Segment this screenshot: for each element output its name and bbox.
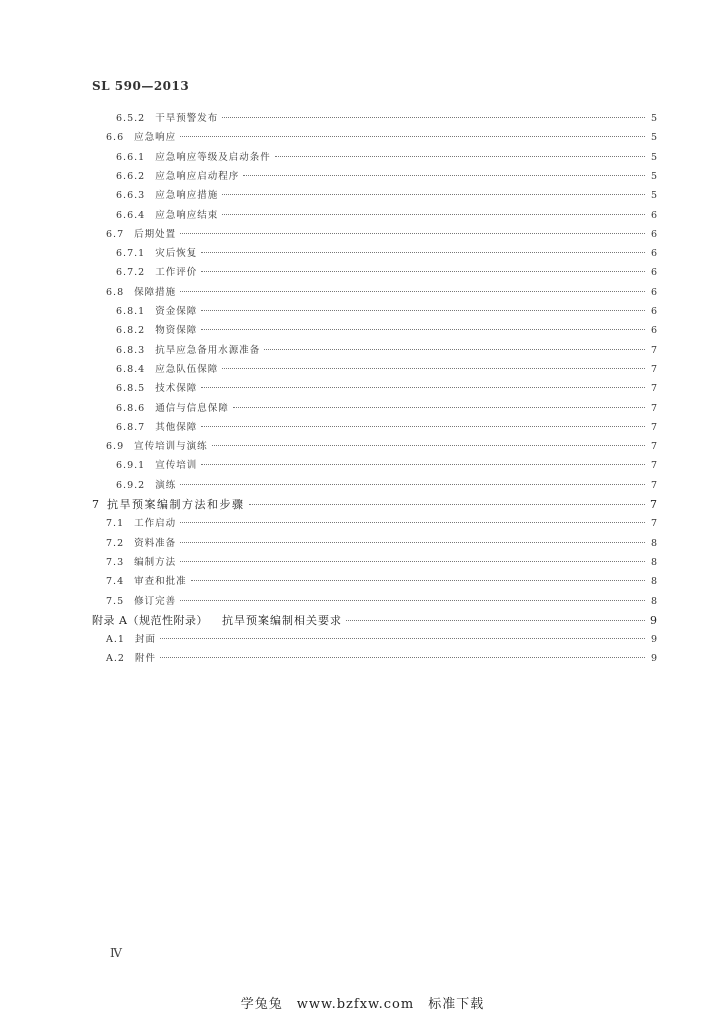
toc-dot-leader xyxy=(180,483,645,485)
standard-code-header: SL 590—2013 xyxy=(92,79,190,93)
toc-entry[interactable] xyxy=(92,496,657,514)
toc-entry-number: 6.8.3 xyxy=(116,344,146,356)
toc-entry-title: 修订完善 xyxy=(134,595,177,607)
toc-entry-title: 编制方法 xyxy=(134,556,177,568)
toc-dot-leader xyxy=(233,406,645,408)
toc-entry-title: 封面 xyxy=(134,634,156,646)
toc-entry-title: 通信与信息保障 xyxy=(155,402,229,414)
toc-dot-leader xyxy=(180,541,645,543)
toc-entry-title: 抗旱应急备用水源准备 xyxy=(155,344,261,356)
toc-dot-leader xyxy=(180,232,645,234)
toc-entry-title: 应急响应措施 xyxy=(155,190,219,202)
toc-dot-leader xyxy=(180,135,645,137)
toc-entry-page: 9 xyxy=(650,653,657,665)
toc-entry-number: 7.1 xyxy=(106,518,125,530)
toc-entry[interactable] xyxy=(116,303,657,321)
toc-entry-number: 6.7.1 xyxy=(116,248,146,260)
toc-entry-title: 资料准备 xyxy=(134,537,177,549)
toc-dot-leader xyxy=(222,367,645,369)
toc-entry-number: 7.2 xyxy=(106,537,125,549)
toc-dot-leader xyxy=(201,328,645,330)
toc-entry-number: 附录 A（规范性附录） xyxy=(92,613,208,627)
toc-entry-number: 6.7 xyxy=(106,228,125,240)
toc-dot-leader xyxy=(201,251,645,253)
toc-entry-title: 应急队伍保障 xyxy=(155,363,219,375)
toc-entry-page: 6 xyxy=(650,325,657,337)
toc-entry-title: 抗旱预案编制相关要求 xyxy=(221,613,342,627)
toc-entry-page: 5 xyxy=(650,170,657,182)
toc-entry[interactable] xyxy=(106,554,657,572)
toc-entry[interactable] xyxy=(116,110,657,128)
toc-entry-number: A.1 xyxy=(106,634,125,646)
toc-dot-leader xyxy=(160,637,645,639)
toc-entry-page: 8 xyxy=(650,576,657,588)
toc-entry-number: 7.5 xyxy=(106,595,125,607)
toc-entry-number: 6.6 xyxy=(106,132,125,144)
toc-entry-title: 应急响应结束 xyxy=(155,209,219,221)
toc-entry[interactable] xyxy=(106,573,657,591)
toc-entry-number: A.2 xyxy=(106,653,125,665)
toc-entry-title: 后期处置 xyxy=(134,228,177,240)
toc-entry-title: 工作启动 xyxy=(134,518,177,530)
toc-entry-page: 9 xyxy=(650,634,657,646)
toc-entry-title: 附件 xyxy=(134,653,156,665)
toc-entry-page: 5 xyxy=(650,190,657,202)
toc-entry-page: 7 xyxy=(650,479,657,491)
toc-dot-leader xyxy=(249,503,646,505)
toc-entry-number: 7.4 xyxy=(106,576,125,588)
page-number-roman: Ⅳ xyxy=(110,946,122,960)
toc-entry-page: 7 xyxy=(650,421,657,433)
toc-entry[interactable] xyxy=(116,168,657,186)
toc-entry-number: 6.8.4 xyxy=(116,363,146,375)
toc-entry-page: 7 xyxy=(650,518,657,530)
toc-entry-title: 应急响应 xyxy=(134,132,177,144)
toc-entry[interactable] xyxy=(116,419,657,437)
toc-entry[interactable] xyxy=(116,207,657,225)
toc-entry[interactable] xyxy=(106,631,657,649)
toc-entry-number: 7.3 xyxy=(106,556,125,568)
toc-entry-title: 演练 xyxy=(155,479,177,491)
toc-entry-title: 灾后恢复 xyxy=(155,248,198,260)
toc-entry-title: 抗旱预案编制方法和步骤 xyxy=(107,498,245,511)
toc-dot-leader xyxy=(201,270,645,272)
toc-dot-leader xyxy=(243,174,645,176)
toc-entry[interactable] xyxy=(116,457,657,475)
toc-entry[interactable] xyxy=(116,361,657,379)
toc-entry-page: 5 xyxy=(650,151,657,163)
toc-entry-page: 6 xyxy=(650,306,657,317)
toc-dot-leader xyxy=(160,656,645,658)
toc-entry[interactable] xyxy=(106,129,657,147)
toc-entry[interactable] xyxy=(116,477,657,495)
toc-dot-leader xyxy=(201,463,645,465)
toc-dot-leader xyxy=(346,619,645,621)
toc-dot-leader xyxy=(201,309,645,311)
toc-dot-leader xyxy=(275,155,645,157)
toc-entry-number: 6.8 xyxy=(106,286,125,298)
toc-entry-page: 7 xyxy=(650,402,657,414)
site-watermark: 学兔兔 www.bzfxw.com 标准下载 xyxy=(240,997,485,1012)
toc-entry-page: 7 xyxy=(650,441,657,453)
toc-entry-number: 6.6.4 xyxy=(116,209,146,221)
toc-entry-page: 8 xyxy=(650,556,657,568)
toc-entry-title: 审查和批准 xyxy=(134,576,187,588)
toc-entry-number: 6.6.3 xyxy=(116,190,146,202)
toc-entry[interactable] xyxy=(106,650,657,668)
toc-dot-leader xyxy=(222,116,645,118)
toc-entry-page: 7 xyxy=(650,363,657,375)
toc-entry-number: 6.8.7 xyxy=(116,421,146,433)
toc-entry-number: 6.7.2 xyxy=(116,267,146,279)
toc-entry-title: 技术保障 xyxy=(155,383,198,395)
toc-entry-page: 6 xyxy=(650,286,657,298)
toc-dot-leader xyxy=(180,560,645,562)
toc-entry-number: 6.5.2 xyxy=(116,113,146,124)
toc-entry-title: 宣传培训与演练 xyxy=(134,441,208,453)
toc-entry-number: 6.8.2 xyxy=(116,325,146,337)
toc-entry[interactable] xyxy=(116,264,657,282)
toc-dot-leader xyxy=(222,213,645,215)
toc-entry-number: 6.8.6 xyxy=(116,402,146,414)
toc-entry[interactable] xyxy=(116,187,657,205)
toc-entry[interactable] xyxy=(106,515,657,533)
toc-entry-page: 8 xyxy=(650,595,657,607)
toc-entry-page: 5 xyxy=(650,113,657,124)
toc-entry-page: 9 xyxy=(650,613,657,627)
toc-entry[interactable] xyxy=(116,380,657,398)
toc-entry-page: 8 xyxy=(650,537,657,549)
toc-entry-title: 资金保障 xyxy=(155,306,198,317)
toc-entry-title: 应急响应启动程序 xyxy=(155,170,240,182)
toc-entry-number: 6.6.2 xyxy=(116,170,146,182)
toc-entry[interactable] xyxy=(106,535,657,553)
toc-dot-leader xyxy=(222,193,645,195)
toc-entry-title: 工作评价 xyxy=(155,267,198,279)
toc-entry-number: 6.8.5 xyxy=(116,383,146,395)
toc-entry[interactable] xyxy=(106,593,657,611)
toc-entry[interactable] xyxy=(92,612,657,630)
toc-entry[interactable] xyxy=(116,400,657,418)
toc-entry-number: 6.8.1 xyxy=(116,306,146,317)
toc-entry[interactable] xyxy=(116,342,657,360)
toc-entry-number: 6.6.1 xyxy=(116,151,146,163)
toc-dot-leader xyxy=(180,290,645,292)
toc-entry[interactable] xyxy=(116,149,657,167)
toc-entry-page: 5 xyxy=(650,132,657,144)
toc-dot-leader xyxy=(180,599,645,601)
toc-entry-number: 6.9.1 xyxy=(116,460,146,472)
toc-dot-leader xyxy=(180,521,645,523)
toc-entry-page: 7 xyxy=(650,460,657,472)
toc-entry-title: 应急响应等级及启动条件 xyxy=(155,151,271,163)
toc-entry-title: 宣传培训 xyxy=(155,460,198,472)
toc-entry-number: 6.9 xyxy=(106,441,125,453)
toc-entry-page: 6 xyxy=(650,209,657,221)
toc-entry[interactable] xyxy=(106,438,657,456)
toc-entry-page: 6 xyxy=(650,248,657,260)
toc-entry[interactable] xyxy=(106,226,657,244)
toc-dot-leader xyxy=(264,348,645,350)
toc-entry-page: 7 xyxy=(650,383,657,395)
toc-entry-page: 7 xyxy=(650,498,657,511)
toc-entry-title: 保障措施 xyxy=(134,286,177,298)
toc-entry-title: 干旱预警发布 xyxy=(155,113,219,124)
toc-dot-leader xyxy=(201,386,645,388)
toc-dot-leader xyxy=(212,444,645,446)
toc-entry-page: 6 xyxy=(650,267,657,279)
toc-entry-number: 7 xyxy=(92,498,99,511)
toc-entry[interactable] xyxy=(116,245,657,263)
toc-entry[interactable] xyxy=(106,284,657,302)
toc-entry-title: 其他保障 xyxy=(155,421,198,433)
toc-entry-title: 物资保障 xyxy=(155,325,198,337)
toc-entry[interactable] xyxy=(116,322,657,340)
toc-entry-number: 6.9.2 xyxy=(116,479,146,491)
toc-dot-leader xyxy=(191,579,645,581)
toc-entry-page: 6 xyxy=(650,228,657,240)
toc-dot-leader xyxy=(201,425,645,427)
toc-entry-page: 7 xyxy=(650,344,657,356)
